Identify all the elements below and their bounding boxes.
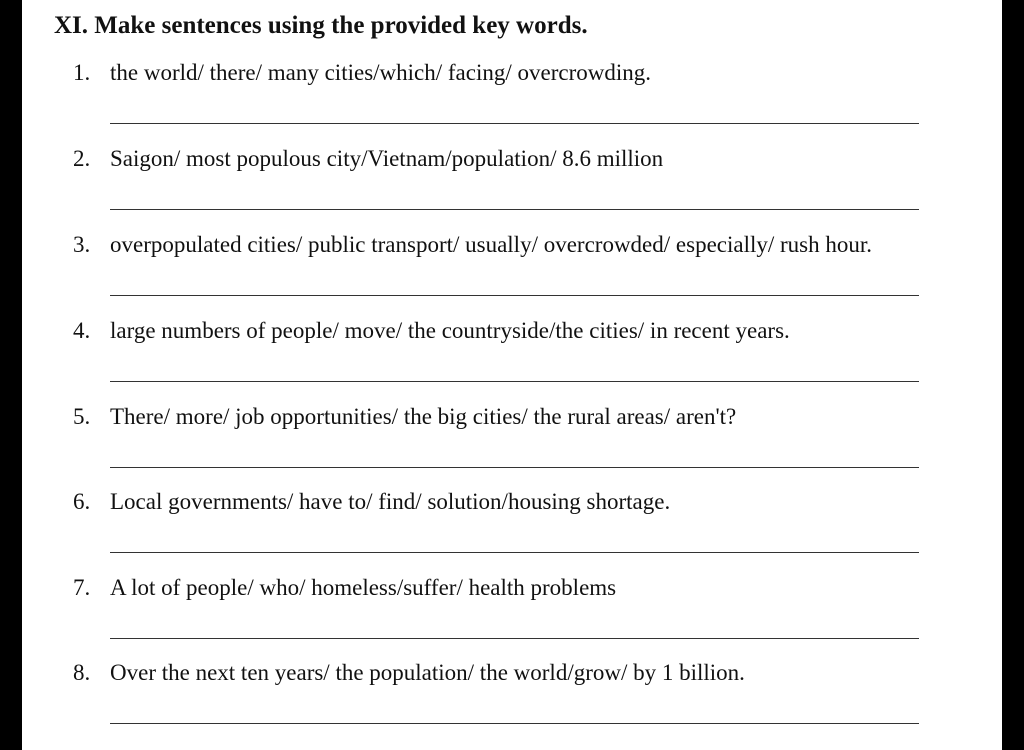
answer-line[interactable] bbox=[110, 723, 919, 724]
answer-line[interactable] bbox=[110, 295, 919, 296]
item-keywords: overpopulated cities/ public transport/ usually/ overcrowded/ especially/ rush hour. bbox=[110, 232, 872, 257]
exercise-item-6 bbox=[22, 489, 1002, 575]
item-number: 5. bbox=[73, 404, 91, 429]
exercise-item-7 bbox=[22, 575, 1002, 661]
item-keywords: Local governments/ have to/ find/ solution/housing shortage. bbox=[110, 489, 671, 514]
answer-line[interactable] bbox=[110, 381, 919, 382]
answer-line[interactable] bbox=[110, 467, 919, 468]
item-number: 6. bbox=[73, 489, 91, 514]
item-number: 4. bbox=[73, 318, 91, 343]
item-keywords: Over the next ten years/ the population/ the world/grow/ by 1 billion. bbox=[110, 660, 745, 685]
item-number: 7. bbox=[73, 575, 91, 600]
item-number: 8. bbox=[73, 660, 91, 685]
item-keywords: the world/ there/ many cities/which/ facing/ overcrowding. bbox=[110, 60, 651, 85]
item-keywords: A lot of people/ who/ homeless/suffer/ health problems bbox=[110, 575, 617, 600]
item-keywords: There/ more/ job opportunities/ the big cities/ the rural areas/ aren't? bbox=[110, 404, 737, 429]
answer-line[interactable] bbox=[110, 123, 919, 124]
item-number: 2. bbox=[73, 146, 91, 171]
answer-line[interactable] bbox=[110, 209, 919, 210]
answer-line[interactable] bbox=[110, 552, 919, 553]
item-number: 3. bbox=[73, 232, 91, 257]
exercise-item-8 bbox=[22, 660, 1002, 746]
exercise-item-1 bbox=[22, 60, 1002, 146]
exercise-title: XI. Make sentences using the provided key words. bbox=[54, 12, 588, 39]
worksheet-page bbox=[22, 0, 1002, 750]
item-keywords: Saigon/ most populous city/Vietnam/population/ 8.6 million bbox=[110, 146, 664, 171]
exercise-item-4 bbox=[22, 318, 1002, 404]
item-number: 1. bbox=[73, 60, 91, 85]
answer-line[interactable] bbox=[110, 638, 919, 639]
exercise-item-5 bbox=[22, 404, 1002, 490]
exercise-item-3 bbox=[22, 232, 1002, 318]
exercise-item-2 bbox=[22, 146, 1002, 232]
item-keywords: large numbers of people/ move/ the countryside/the cities/ in recent years. bbox=[110, 318, 790, 343]
